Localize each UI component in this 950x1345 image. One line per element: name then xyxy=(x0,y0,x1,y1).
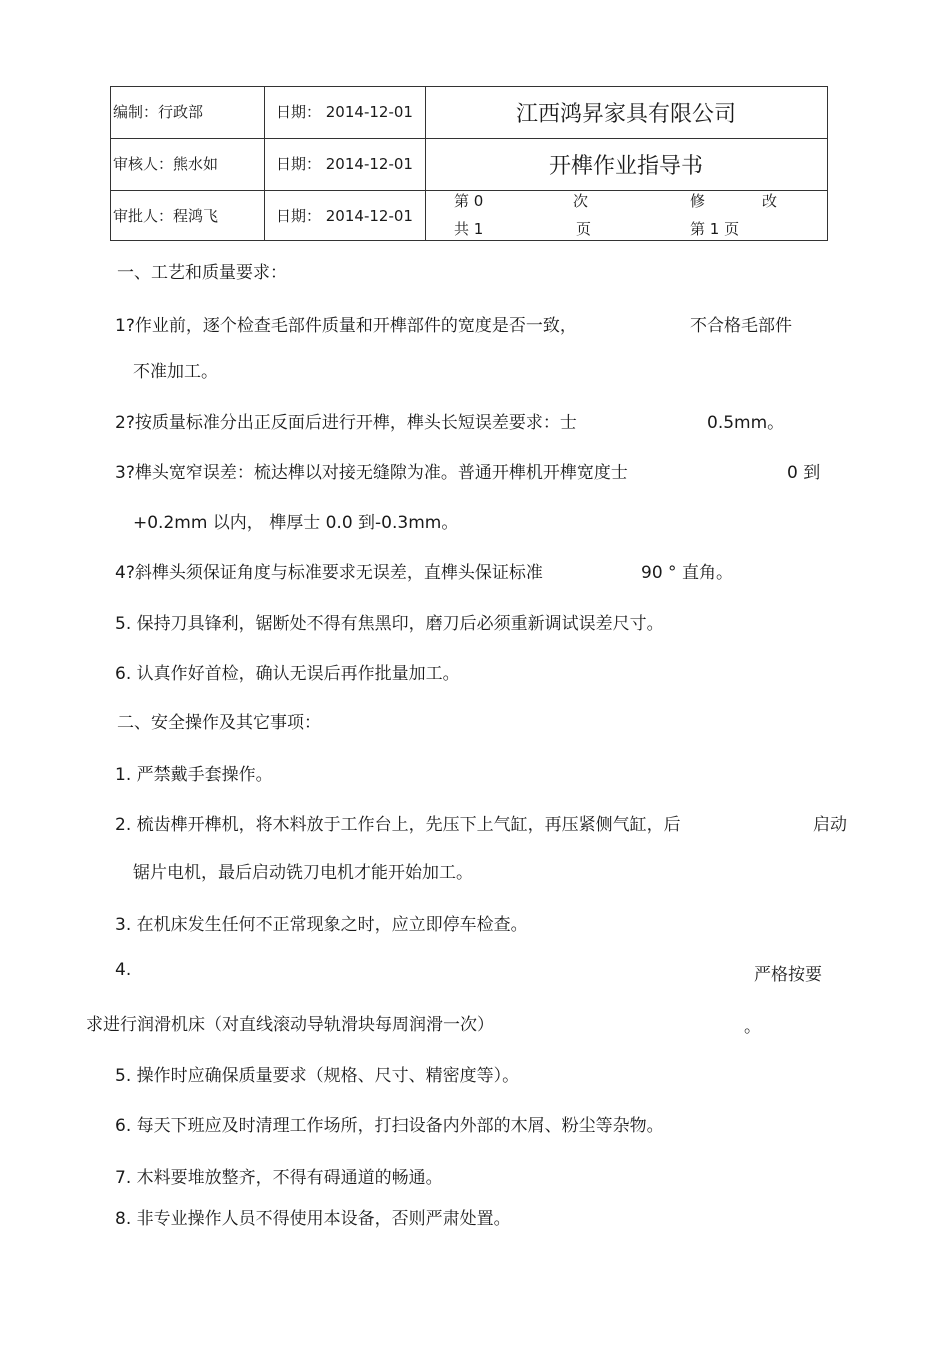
section2-heading: 二、安全操作及其它事项： xyxy=(117,713,321,733)
reviewed-by: 审核人：熊水如 xyxy=(113,155,219,173)
revision-unit: 次 xyxy=(573,192,589,210)
s2-item7-text: 7. 木料要堆放整齐，不得有碍通道的畅通。 xyxy=(115,1168,443,1188)
revision-number: 第 0 xyxy=(454,192,484,210)
s2-item2-text-cont: 锯片电机，最后启动铣刀电机才能开始加工。 xyxy=(133,863,473,883)
s1-item6-text: 6. 认真作好首检，确认无误后再作批量加工。 xyxy=(115,664,460,684)
table-divider xyxy=(264,87,265,240)
approved-date: 日期： 2014-12-01 xyxy=(276,207,413,225)
header-table xyxy=(110,86,828,241)
s1-item4-text: 4?斜榫头须保证角度与标准要求无误差，直榫头保证标准 xyxy=(115,563,543,583)
s2-item4-text-right: 严格按要 xyxy=(754,965,822,985)
current-page: 第 1 页 xyxy=(690,220,740,238)
pages-unit: 页 xyxy=(576,220,592,238)
s1-item3-text: 3?榫头宽窄误差：梳达榫以对接无缝隙为准。普通开榫机开榫宽度士 xyxy=(115,463,628,483)
compiled-date: 日期： 2014-12-01 xyxy=(276,103,413,121)
s2-item5-text: 5. 操作时应确保质量要求（规格、尺寸、精密度等）。 xyxy=(115,1066,520,1086)
s1-item1-text-cont: 不准加工。 xyxy=(133,362,218,382)
reviewed-date: 日期： 2014-12-01 xyxy=(276,155,413,173)
approved-by: 审批人：程鸿飞 xyxy=(113,207,219,225)
total-pages: 共 1 xyxy=(454,220,484,238)
company-name: 江西鸿昇家具有限公司 xyxy=(515,102,736,127)
s2-item1-text: 1. 严禁戴手套操作。 xyxy=(115,765,273,785)
s1-item2-value: 0.5mm。 xyxy=(707,413,785,433)
s2-item4-period: 。 xyxy=(744,1017,761,1037)
table-divider xyxy=(111,138,827,139)
s2-item8-text: 8. 非专业操作人员不得使用本设备，否则严肃处置。 xyxy=(115,1209,511,1229)
s2-item6-text: 6. 每天下班应及时清理工作场所，打扫设备内外部的木屑、粉尘等杂物。 xyxy=(115,1116,664,1136)
s1-item2-text: 2?按质量标准分出正反面后进行开榫，榫头长短误差要求：士 xyxy=(115,413,577,433)
revision-label-b: 改 xyxy=(762,192,778,210)
s1-item3-text-cont: +0.2mm 以内， 榫厚士 0.0 到-0.3mm。 xyxy=(133,513,459,533)
s2-item3-text: 3. 在机床发生任何不正常现象之时，应立即停车检查。 xyxy=(115,915,528,935)
s2-item2-text-right: 启动 xyxy=(813,815,847,835)
s2-item2-text: 2. 梳齿榫开榫机，将木料放于工作台上，先压下上气缸，再压紧侧气缸，后 xyxy=(115,815,681,835)
section1-heading: 一、工艺和质量要求： xyxy=(117,263,287,283)
s1-item1-text-right: 不合格毛部件 xyxy=(690,316,792,336)
s1-item3-value: 0 到 xyxy=(787,463,821,483)
revision-label-a: 修 xyxy=(690,192,706,210)
s2-item4-text-cont: 求进行润滑机床（对直线滚动导轨滑块每周润滑一次） xyxy=(86,1015,494,1035)
s1-item5-text: 5. 保持刀具锋利，锯断处不得有焦黑印，磨刀后必须重新调试误差尺寸。 xyxy=(115,614,664,634)
s1-item4-value: 90 ° 直角。 xyxy=(641,563,733,583)
compiled-by: 编制：行政部 xyxy=(113,103,204,121)
document-title: 开榫作业指导书 xyxy=(548,154,703,179)
s1-item1-text: 1?作业前，逐个检查毛部件质量和开榫部件的宽度是否一致， xyxy=(115,316,577,336)
s2-item4-number: 4. xyxy=(115,960,132,980)
